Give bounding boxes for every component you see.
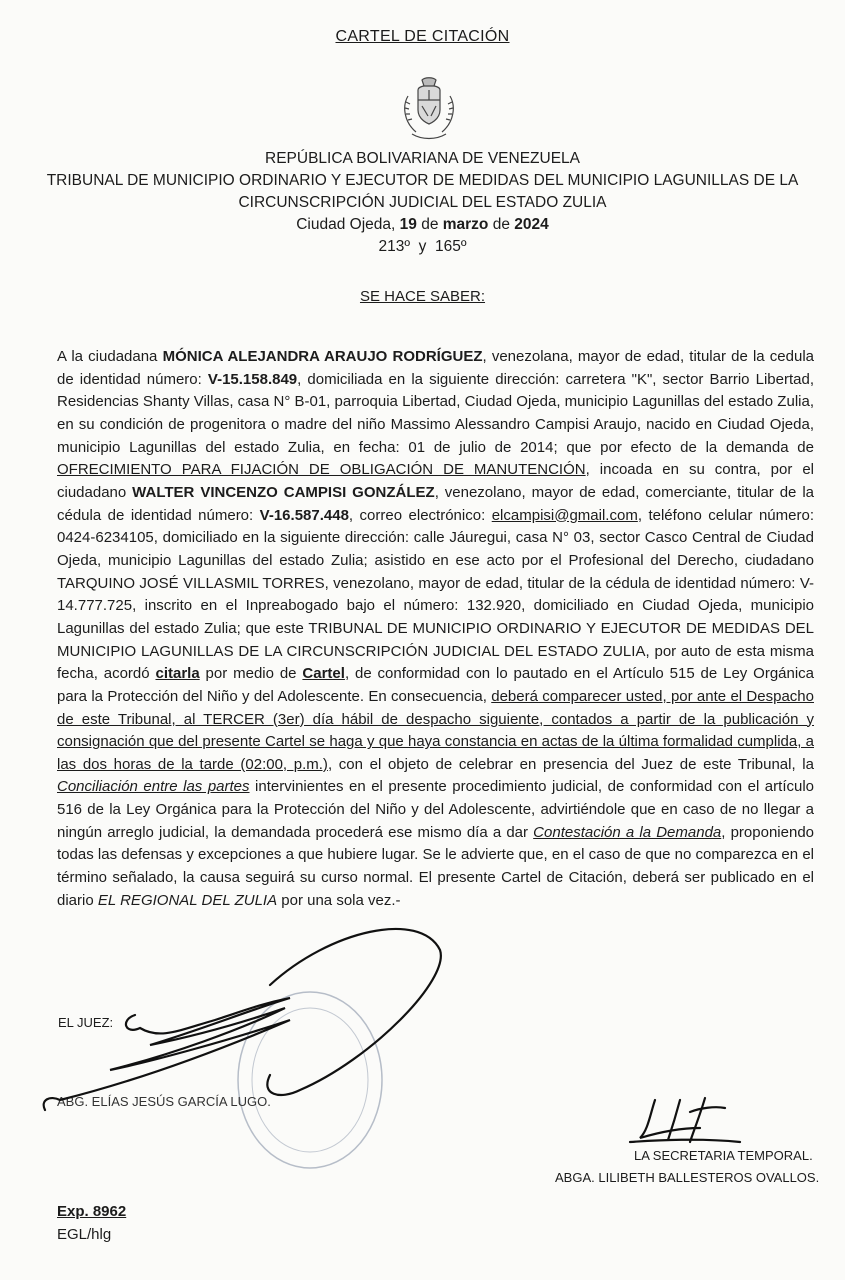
secretary-signature: [630, 1098, 740, 1142]
plaintiff-name: WALTER VINCENZO CAMPISI GONZÁLEZ: [132, 483, 435, 501]
secretary-label: LA SECRETARIA TEMPORAL.: [634, 1148, 813, 1163]
header-republic: REPÚBLICA BOLIVARIANA DE VENEZUELA: [265, 150, 580, 167]
plaintiff-id: V-16.587.448: [259, 506, 349, 524]
notice-heading: SE HACE SABER:: [359, 288, 486, 305]
citation-body: A la ciudadana MÓNICA ALEJANDRA ARAUJO RODRÍGUEZ, venezolana, mayor de edad, titular de la cedula de identidad número: V-15.158.849, domiciliada en la siguiente dirección: carretera "K", sector Barrio Libertad, Residencias Shanty Villas, casa N° B-01, parroquia Libertad, Ciudad Ojeda, municipio Lagunillas del estado Zulia, en su condición de progenitora o madre del niño Massimo Alessandro Campisi Araujo, nacido en Ciudad Ojeda, municipio Lagunillas del estado Zulia, en fecha: 01 de julio de 2014; que por efecto de la demanda de OFRECIMIENTO PARA FIJACIÓN DE OBLIGACIÓN DE MANUTENCIÓN, incoada en su contra, por el ciudadano WALTER VINCENZO CAMPISI GONZÁLEZ, venezolano, mayor de edad, comerciante, titular de la cédula de identidad número: V-16.587.448, correo electrónico: elcampisi@gmail.com, teléfono celular número: 0424-6234105, domiciliado en la siguiente dirección: calle Jáuregui, casa N° 03, sector Casco Central de Ciudad Ojeda, municipio Lagunillas del estado Zulia; asistido en ese acto por el Profesional del Derecho, ciudadano TARQUINO JOSÉ VILLASMIL TORRES, venezolano, mayor de edad, titular de la cédula de identidad número: V-14.777.725, inscrito en el Inpreabogado bajo el número: 132.920, domiciliado en Ciudad Ojeda, municipio Lagunillas del estado Zulia; que este TRIBUNAL DE MUNICIPIO ORDINARIO Y EJECUTOR DE MEDIDAS DEL MUNICIPIO LAGUNILLAS DE LA CIRCUNSCRIPCIÓN JUDICIAL DEL ESTADO ZULIA, por auto de esta misma fecha, acordó citarla por medio de Cartel, de conformidad con lo pautado en el Artículo 515 de Ley Orgánica para la Protección del Niño y del Adolescente. En consecuencia, deberá comparecer usted, por ante el Despacho de este Tribunal, al TERCER (3er) día hábil de despacho siguiente, contados a partir de la publicación y consignación que del presente Cartel se haga y que haya constancia en actas de la última formalidad cumplida, a las dos horas de la tarde (02:00, p.m.), con el objeto de celebrar en presencia del Juez de este Tribunal, la Conciliación entre las partes intervinientes en el presente procedimiento judicial, de conformidad con el artículo 516 de la Ley Orgánica para la Protección del Niño y del Adolescente, advirtiéndole que en caso de no llegar a ningún arreglo judicial, la demandada procederá ese mismo día a dar Contestación a la Demanda, proponiendo todas las defensas y excepciones a que hubiere lugar. Se le advierte que, en el caso de que no comparezca en el término señalado, la causa seguirá su curso normal. El presente Cartel de Citación, deberá ser publicado en el diario EL REGIONAL DEL ZULIA por una sola vez.-: [57, 348, 815, 909]
judge-label: EL JUEZ:: [58, 1015, 114, 1030]
appearance-instruction: deberá comparecer usted, por ante el Despacho de este Tribunal, al TERCER (3er) día hábil de despacho siguiente, contados a partir de la publicación y consignación que del presente Cartel se haga y que haya constancia en actas de la última formalidad cumplida, a las dos horas de la tarde (02:00, p.m.): [57, 687, 814, 773]
case-number: Exp. 8962: [57, 1203, 127, 1220]
document-title: CARTEL DE CITACIÓN: [335, 28, 510, 45]
header-circunscripcion: CIRCUNSCRIPCIÓN JUDICIAL DEL ESTADO ZULIA: [238, 194, 607, 211]
header-tribunal: TRIBUNAL DE MUNICIPIO ORDINARIO Y EJECUTOR DE MEDIDAS DEL MUNICIPIO LAGUNILLAS DE LA: [46, 172, 799, 189]
typist-initials: EGL/hlg: [57, 1226, 112, 1243]
court-stamp-icon: [230, 985, 390, 1175]
defendant-name: MÓNICA ALEJANDRA ARAUJO RODRÍGUEZ: [162, 348, 483, 365]
header-years: 213º y 165º: [378, 238, 467, 255]
judge-name: ABG. ELÍAS JESÚS GARCÍA LUGO.: [57, 1094, 271, 1109]
court-header: [40, 148, 805, 258]
plaintiff-email: elcampisi@gmail.com: [491, 506, 638, 524]
newspaper-name: EL REGIONAL DEL ZULIA: [97, 891, 278, 909]
defendant-id: V-15.158.849: [207, 370, 298, 388]
secretary-name: ABGA. LILIBETH BALLESTEROS OVALLOS.: [555, 1170, 820, 1185]
coat-of-arms-icon: [398, 76, 460, 144]
header-date: Ciudad Ojeda, 19 de marzo de 2024: [296, 216, 549, 233]
demand-type: OFRECIMIENTO PARA FIJACIÓN DE OBLIGACIÓN DE MANUTENCIÓN: [57, 461, 586, 479]
